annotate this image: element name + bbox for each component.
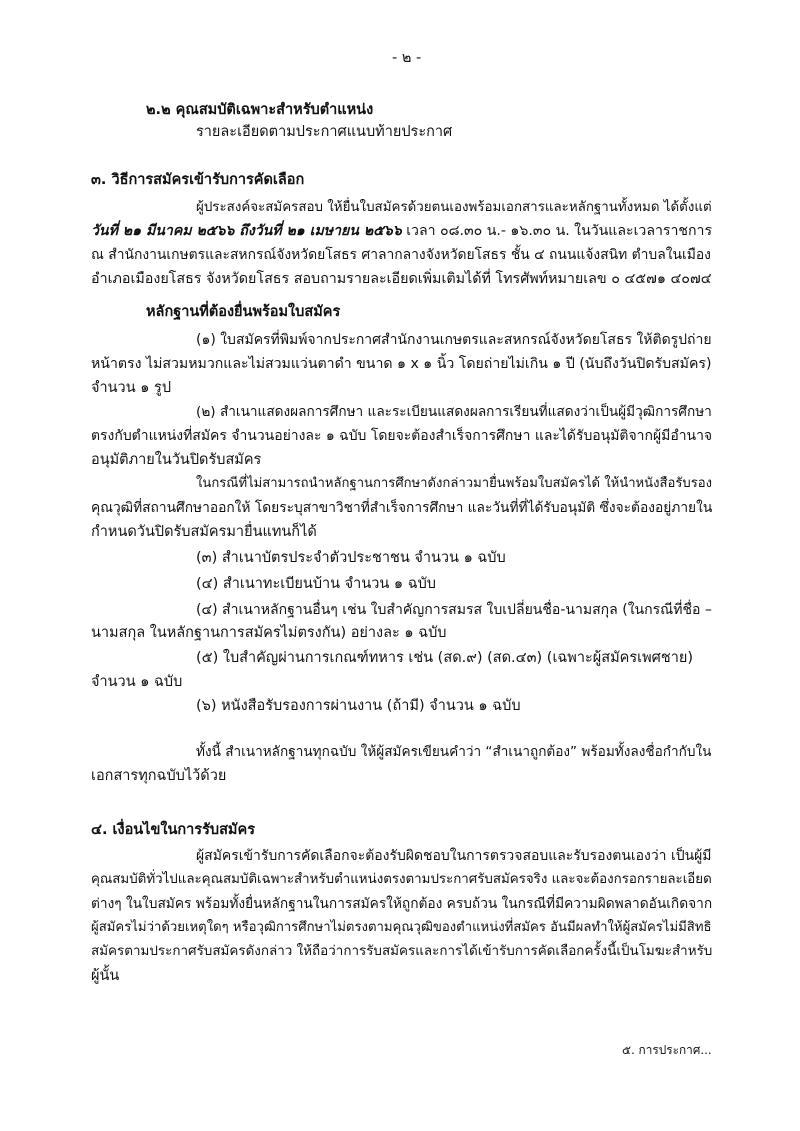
certify-note-line-2: เอกสารทุกฉบับไว้ด้วย: [91, 768, 227, 784]
conditions-line-4: ผู้สมัครไม่ว่าด้วยเหตุใดๆ หรือวุฒิการศึกษาไม่ตรงตามคุณวุฒิของตำแหน่งที่สมัคร อันมีผลทำให้ผู้สมัครไม่มีสิทธิ: [91, 920, 712, 935]
page-number: - ๒ -: [392, 50, 422, 66]
application-paragraph-line-3: ณ สำนักงานเกษตรและสหกรณ์จังหวัดยโสธร ศาลากลางจังหวัดยโสธร ชั้น ๔ ถนนแจ้งสนิท ตำบลในเมือง: [91, 247, 711, 263]
continuation-marker: ๕. การประกาศ...: [622, 1043, 712, 1057]
doc-item-5-line-2: จำนวน ๑ ฉบับ: [91, 674, 183, 690]
doc-item-4b-line-1: (๔) สำเนาหลักฐานอื่นๆ เช่น ใบสำคัญการสมรส ใบเปลี่ยนชื่อ-นามสกุล (ในกรณีที่ชื่อ –: [196, 602, 712, 618]
doc-item-1-line-2: หน้าตรง ไม่สวมหมวกและไม่สวมแว่นตาดำ ขนาด ๑ x ๑ นิ้ว โดยถ่ายไม่เกิน ๑ ปี (นับถึงวันปิดรับสมัคร): [91, 356, 712, 372]
conditions-line-5: สมัครตามประกาศรับสมัครดังกล่าว ให้ถือว่าการรับสมัครและการได้เข้ารับการคัดเลือกครั้งนี้เป็นโมฆะสำหรับ: [91, 944, 713, 959]
doc-item-1-line-1: (๑) ใบสมัครที่พิมพ์จากประกาศสำนักงานเกษตรและสหกรณ์จังหวัดยโสธร ให้ติดรูปถ่าย: [196, 332, 712, 348]
doc-item-2-note-line-1: ในกรณีที่ไม่สามารถนำหลักฐานการศึกษาดังกล่าวมายื่นพร้อมใบสมัครได้ ให้นำหนังสือรับรอง: [196, 476, 713, 491]
conditions-line-6: ผู้นั้น: [91, 968, 120, 984]
doc-item-5-line-1: (๕) ใบสำคัญผ่านการเกณฑ์ทหาร เช่น (สด.๙) (สด.๔๓) (เฉพาะผู้สมัครเพศชาย): [196, 650, 694, 666]
section-2-2-body: รายละเอียดตามประกาศแนบท้ายประกาศ: [196, 124, 453, 140]
application-paragraph-line-1: ผู้ประสงค์จะสมัครสอบ ให้ยื่นใบสมัครด้วยตนเองพร้อมเอกสารและหลักฐานทั้งหมด ได้ตั้งแต่: [196, 200, 712, 215]
doc-item-6: (๖) หนังสือรับรองการผ่านงาน (ถ้ามี) จำนวน ๑ ฉบับ: [196, 698, 521, 714]
certify-note-line-1: ทั้งนี้ สำเนาหลักฐานทุกฉบับ ให้ผู้สมัครเขียนคำว่า “สำเนาถูกต้อง” พร้อมทั้งลงชื่อกำกับใน: [196, 744, 712, 760]
application-paragraph-line-2: [91, 221, 712, 241]
documents-heading: หลักฐานที่ต้องยื่นพร้อมใบสมัคร: [146, 304, 341, 320]
doc-item-1-line-3: จำนวน ๑ รูป: [91, 380, 172, 396]
doc-item-2-line-2: ตรงกับตำแหน่งที่สมัคร จำนวนอย่างละ ๑ ฉบับ โดยจะต้องสำเร็จการศึกษา และได้รับอนุมัติจากผู้มีอำนาจ: [91, 428, 713, 444]
application-hours: เวลา ๐๘.๓๐ น.- ๑๖.๓๐ น. ในวันและเวลาราชการ: [401, 223, 713, 239]
doc-item-4b-line-2: นามสกุล ในหลักฐานการสมัครไม่ตรงกัน) อย่างละ ๑ ฉบับ: [91, 625, 447, 641]
doc-item-3: (๓) สำเนาบัตรประจำตัวประชาชน จำนวน ๑ ฉบับ: [196, 550, 506, 566]
doc-item-2-note-line-2: คุณวุฒิที่สถานศึกษาออกให้ โดยระบุสาขาวิชาที่สำเร็จการศึกษา และวันที่ที่ได้รับอนุมัติ ซึ่งจะต้องอยู่ภายใน: [91, 500, 713, 516]
conditions-line-2: คุณสมบัติทั่วไปและคุณสมบัติเฉพาะสำหรับตำแหน่งตรงตามประกาศรับสมัครจริง และจะต้องกรอกรายละเอียด: [91, 872, 712, 887]
conditions-line-1: ผู้สมัครเข้ารับการคัดเลือกจะต้องรับผิดชอบในการตรวจสอบและรับรองตนเองว่า เป็นผู้มี: [196, 848, 712, 864]
doc-item-4a: (๔) สำเนาทะเบียนบ้าน จำนวน ๑ ฉบับ: [196, 576, 436, 592]
conditions-line-3: ต่างๆ ในใบสมัคร พร้อมทั้งยื่นหลักฐานในการสมัครให้ถูกต้อง ครบถ้วน ในกรณีที่มีความผิดพลาดอันเกิดจาก: [91, 896, 713, 912]
application-paragraph-line-4: อำเภอเมืองยโสธร จังหวัดยโสธร สอบถามรายละเอียดเพิ่มเติมได้ที่ โทรศัพท์หมายเลข ๐ ๔๕๗๑ ๔๐๗๔: [91, 271, 712, 287]
doc-item-2-line-3: อนุมัติภายในวันปิดรับสมัคร: [91, 452, 262, 468]
doc-item-2-line-1: (๒) สำเนาแสดงผลการศึกษา และระเบียนแสดงผลการเรียนที่แสดงว่าเป็นผู้มีวุฒิการศึกษา: [196, 404, 712, 420]
section-4-heading: ๔. เงื่อนไขในการรับสมัคร: [91, 822, 255, 838]
section-2-2-heading: ๒.๒ คุณสมบัติเฉพาะสำหรับตำแหน่ง: [146, 102, 374, 118]
section-3-heading: ๓. วิธีการสมัครเข้ารับการคัดเลือก: [91, 172, 305, 188]
application-date-range: วันที่ ๒๑ มีนาคม ๒๕๖๖ ถึงวันที่ ๒๑ เมษายน ๒๕๖๖: [91, 223, 402, 239]
doc-item-2-note-line-3: กำหนดวันปิดรับสมัครมายื่นแทนก็ได้: [91, 524, 317, 540]
